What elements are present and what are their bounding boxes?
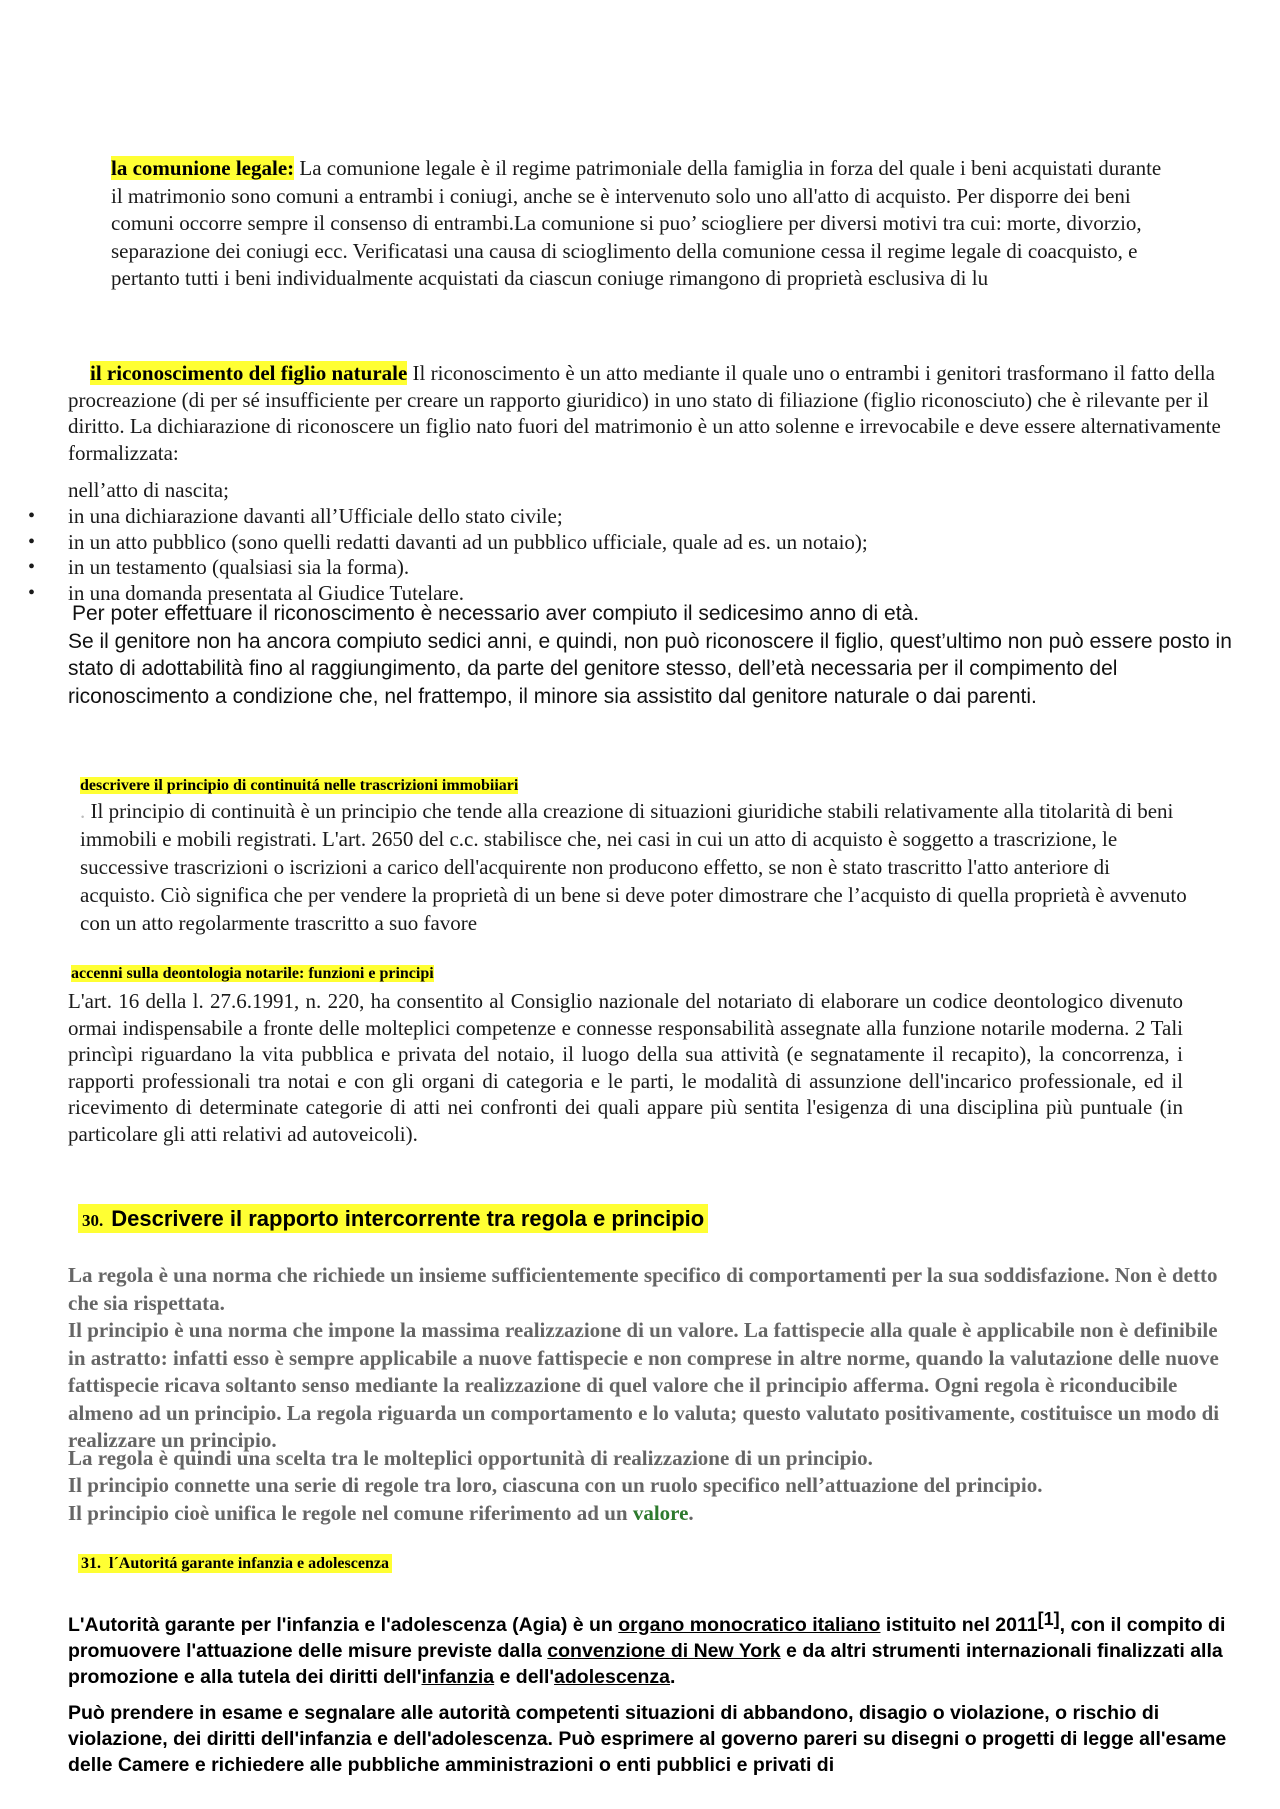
convenzione-new-york-link[interactable]: convenzione di New York <box>547 1640 781 1662</box>
riconoscimento-heading: il riconoscimento del figlio naturale <box>90 361 408 385</box>
organo-monocratico-link[interactable]: organo monocratico italiano <box>618 1614 881 1636</box>
continuita-heading: descrivere il principio di continuitá nelle trascrizioni immobiiari <box>80 777 519 794</box>
unifica-paragraph: Il principio cioè unifica le regole nel comune riferimento ad un valore. <box>68 1500 694 1525</box>
section-30-number: 30. <box>82 1211 104 1230</box>
comunione-heading: la comunione legale: <box>111 156 295 180</box>
comunione-paragraph <box>111 155 1171 293</box>
section-31-heading <box>78 1555 392 1573</box>
riconoscimento-body: Il riconoscimento è un atto mediante il quale uno o entrambi i genitori trasformano il fatto della procreazione (di per sé insufficiente per creare un rapporto giuridico) in uno stato di filiazione (figlio riconosciuto) che è rilevante per il diritto. La dichiarazione di riconoscere un figlio nato fuori del matrimonio è un atto solenne e irrevocabile e deve essere alternativamente formalizzata: <box>68 361 1221 465</box>
principio-paragraph: Il principio è una norma che impone la massima realizzazione di un valore. La fattispecie alla quale è applicabile non è definibile in astratto: infatti esso è sempre applicabile a nuove fattispecie e non comprese in altre norme, quando la valutazione delle nuove fattispecie ricava soltanto senso mediante la realizzazione di quel valore che il principio afferma. Ogni regola è riconducibile almeno ad un principio. La regola riguarda un comportamento e lo valuta; questo valutato positivamente, costituisce un modo di realizzare un principio. <box>68 1318 1220 1452</box>
section-30-title: Descrivere il rapporto intercorrente tra regola e principio <box>111 1206 705 1231</box>
list-item: nell’atto di nascita; <box>68 478 229 502</box>
continuita-dot: . <box>80 799 86 823</box>
age-note <box>68 600 1238 710</box>
deontologia-heading: accenni sulla deontologia notarile: funzioni e principi <box>71 965 434 982</box>
age-note-first: Per poter effettuare il riconoscimento è necessario aver compiuto il sedicesimo anno di età. <box>72 602 920 625</box>
section-30-body <box>68 1262 1238 1527</box>
infanzia-link[interactable]: infanzia <box>421 1666 495 1688</box>
list-item: • in una domanda presentata al Giudice Tutelare. <box>68 581 1228 607</box>
continuita-body: Il principio di continuità è un principio che tende alla creazione di situazioni giuridiche stabili relativamente alla titolarità di beni immobili e mobili registrati. L'art. 2650 del c.c. stabilisce che, nei casi in cui un atto di acquisto è soggetto a trascrizione, le successive trascrizioni o iscrizioni a carico dell'acquirente non producono effetto, se non è stato trascritto l'atto anteriore di acquisto. Ciò significa che per vendere la proprietà di un bene si deve poter dimostrare che l’acquisto di quella proprietà è avvenuto con un atto regolarmente trascritto a suo favore <box>80 799 1187 935</box>
agia-paragraph-2: Può prendere in esame e segnalare alle autorità competenti situazioni di abbandono, disagio o violazione, o rischio di violazione, dei diritti dell'infanzia e dell'adolescenza. Può esprimere al governo pareri su disegni o progetti di legge all'esame delle Camere e richiedere alle pubbliche amministrazioni o enti pubblici e privati di <box>68 1702 1227 1776</box>
riconoscimento-paragraph <box>68 360 1228 466</box>
adolescenza-link[interactable]: adolescenza <box>554 1666 671 1688</box>
deontologia-paragraph: L'art. 16 della l. 27.6.1991, n. 220, ha consentito al Consiglio nazionale del notariato di elaborare un codice deontologico divenuto ormai indispensabile a fronte delle molteplici competenze e connesse responsabilità assegnate alla funzione notarile moderna. 2 Tali princìpi riguardano la vita pubblica e privata del notaio, il luogo della sua attività (e segnatamente il recapito), la concorrenza, i rapporti professionali tra notai e con gli organi di categoria e le parti, le modalità di assunzione dell'incarico professionale, ed il ricevimento di determinate categorie di atti nei confronti dei quali appare più sentita l'esigenza di una disciplina più puntuale (in particolare gli atti relativi ad autoveicoli). <box>68 989 1183 1146</box>
section-30-heading <box>78 1206 708 1232</box>
regola-paragraph: La regola è una norma che richiede un insieme sufficientemente specifico di comportamenti per la sua soddisfazione. Non è detto che sia rispettata. <box>68 1263 1218 1315</box>
section-31-title: l´Autoritá garante infanzia e adolescenza <box>109 1555 389 1572</box>
valore-link[interactable]: valore <box>632 1500 689 1525</box>
scelta-paragraph: La regola è quindi una scelta tra le molteplici opportunità di realizzazione di un principio. <box>68 1445 873 1470</box>
list-item: • in un atto pubblico (sono quelli redatti davanti ad un pubblico ufficiale, quale ad es. un notaio); <box>68 530 1228 556</box>
reference-1-link[interactable]: [1] <box>1037 1609 1060 1629</box>
list-item: • in una dichiarazione davanti all’Ufficiale dello stato civile; <box>68 504 1228 530</box>
comunione-body: La comunione legale è il regime patrimoniale della famiglia in forza del quale i beni acquistati durante il matrimonio sono comuni a entrambi i coniugi, anche se è intervenuto solo uno all'atto di acquisto. Per disporre dei beni comuni occorre sempre il consenso di entrambi.La comunione si puo’ sciogliere per diversi motivi tra cui: morte, divorzio, separazione dei coniugi ecc. Verificatasi una causa di scioglimento della comunione cessa il regime legale di coacquisto, e pertanto tutti i beni individualmente acquistati da ciascun coniuge rimangono di proprietà esclusiva di lu <box>111 156 1162 290</box>
continuita-paragraph <box>80 797 1190 937</box>
age-note-second: Se il genitore non ha ancora compiuto sedici anni, e quindi, non può riconoscere il figlio, quest’ultimo non può essere posto in stato di adottabilità fino al raggiungimento, da parte del genitore stesso, dell’età necessaria per il compimento del riconoscimento a condizione che, nel frattempo, il minore sia assistito dal genitore naturale o dai parenti. <box>68 629 1232 708</box>
connette-paragraph: Il principio connette una serie di regole tra loro, ciascuna con un ruolo specifico nell’attuazione del principio. <box>68 1473 1043 1497</box>
agia-paragraph: L'Autorità garante per l'infanzia e l'adolescenza (Agia) è un organo monocratico italiano istituito nel 2011[1], con il compito di promuovere l'attuazione delle misure previste dalla convenzione di New York e da altri strumenti internazionali finalizzati alla promozione e alla tutela dei diritti dell'infanzia e dell'adolescenza. <box>68 1609 1226 1688</box>
list-item: • in un testamento (qualsiasi sia la forma). <box>68 555 1228 581</box>
riconoscimento-list <box>68 478 1228 607</box>
section-31-number: 31. <box>81 1555 101 1572</box>
